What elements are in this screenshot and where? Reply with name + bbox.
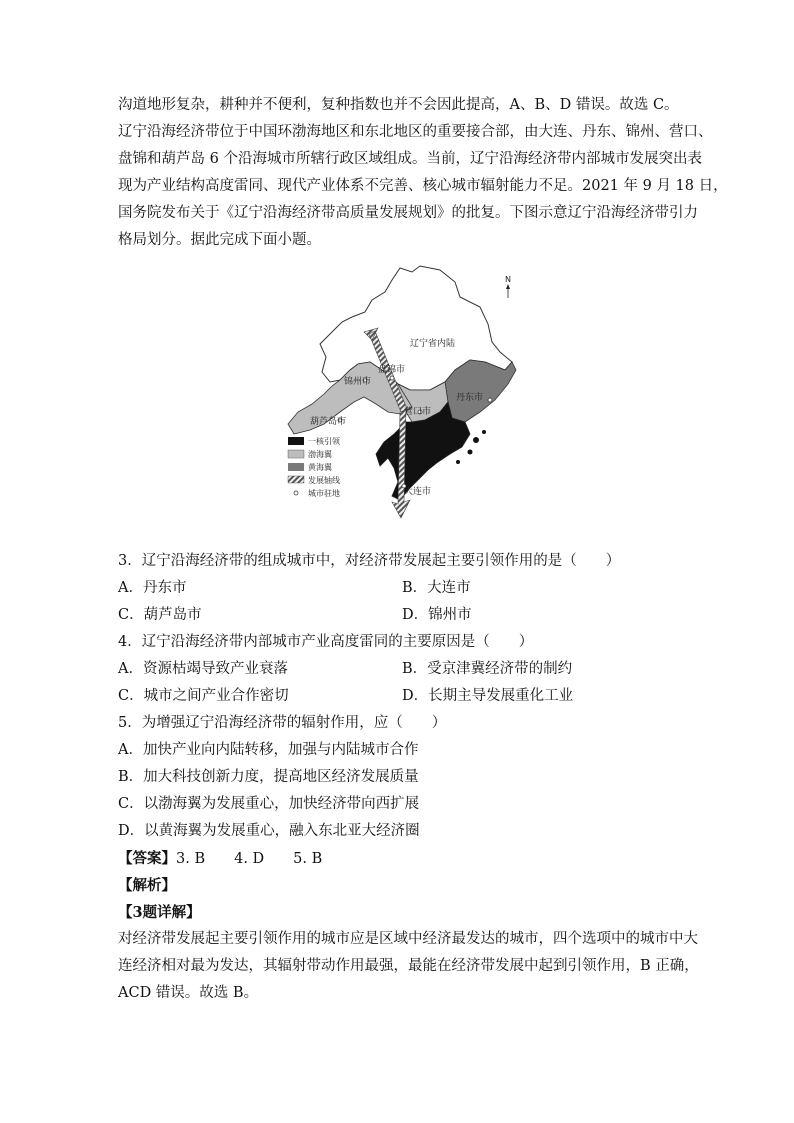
label-inland: 辽宁省内陆 <box>410 339 456 349</box>
north-arrow-icon <box>505 275 511 298</box>
legend-swatch-bohai <box>288 450 304 458</box>
label-huludao: 葫芦岛市 <box>310 417 347 427</box>
north-label: N <box>505 275 511 284</box>
legend-swatch-core <box>288 437 304 445</box>
label-dandong: 丹东市 <box>456 393 484 403</box>
q4-option-d: D．长期主导发展重化工业 <box>402 688 574 704</box>
legend-huanghai: 黄海翼 <box>308 463 332 472</box>
question-5-stem: 5．为增强辽宁沿海经济带的辐射作用，应（ ） <box>118 715 447 731</box>
legend-bohai: 渤海翼 <box>308 450 332 459</box>
intro-line-3: 盘锦和葫芦岛 6 个沿海城市所辖行政区域组成。当前，辽宁沿海经济带内部城市发展突出表 <box>118 151 702 167</box>
island-mark <box>473 437 479 443</box>
map-legend <box>288 436 341 498</box>
answer-values: 3. B 4. D 5. B <box>176 851 323 867</box>
analysis-sub-label: 【3题详解】 <box>118 904 201 921</box>
label-yingkou: 营口市 <box>404 407 432 417</box>
city-point-panjin <box>390 376 394 380</box>
q5-option-d: D．以黄海翼为发展重心，融入东北亚大经济圈 <box>118 823 420 839</box>
legend-core: 一核引领 <box>308 437 340 446</box>
question-3-stem: 3．辽宁沿海经济带的组成城市中，对经济带发展起主要引领作用的是（ ） <box>118 553 621 569</box>
legend-city: 城市驻地 <box>308 489 340 498</box>
q3-option-d: D．锦州市 <box>402 607 472 623</box>
q4-option-c: C．城市之间产业合作密切 <box>118 688 289 704</box>
legend-swatch-huanghai <box>288 463 304 471</box>
label-panjin: 盘锦市 <box>378 365 406 375</box>
intro-line-2: 辽宁沿海经济带位于中国环渤海地区和东北地区的重要接合部，由大连、丹东、锦州、营口、 <box>118 124 713 140</box>
q5-option-b: B．加大科技创新力度，提高地区经济发展质量 <box>118 769 419 785</box>
label-dalian: 大连市 <box>404 487 432 497</box>
intro-line-1: 沟道地形复杂，耕种并不便利，复种指数也并不会因此提高，A、B、D 错误。故选 C。 <box>118 97 679 113</box>
intro-line-6: 格局划分。据此完成下面小题。 <box>118 232 321 248</box>
q4-option-a: A．资源枯竭导致产业衰落 <box>118 661 288 677</box>
answer-label: 【答案】 <box>118 850 176 867</box>
island-mark <box>482 430 486 434</box>
answer-line <box>118 845 322 873</box>
analysis-line-2: 连经济相对最为发达，其辐射带动作用最强，最能在经济带发展中起到引领作用，B 正确， <box>118 958 699 974</box>
liaoning-map-figure <box>280 262 520 526</box>
question-4-stem: 4．辽宁沿海经济带内部城市产业高度雷同的主要原因是（ ） <box>118 634 534 650</box>
legend-swatch-axis <box>288 476 304 483</box>
q3-option-a: A．丹东市 <box>118 580 187 596</box>
label-jinzhou: 锦州市 <box>344 377 372 387</box>
intro-line-4: 现为产业结构高度雷同、现代产业体系不完善、核心城市辐射能力不足。2021 年 9 月 18 日， <box>118 178 728 194</box>
intro-line-5: 国务院发布关于《辽宁沿海经济带高质量发展规划》的批复。下图示意辽宁沿海经济带引力 <box>118 205 698 221</box>
island-mark <box>468 450 473 455</box>
q5-option-a: A．加快产业向内陆转移，加强与内陆城市合作 <box>118 742 419 758</box>
analysis-label: 【解析】 <box>118 877 176 894</box>
legend-swatch-city <box>294 491 298 495</box>
q3-option-b: B．大连市 <box>402 580 471 596</box>
analysis-line-3: ACD 错误。故选 B。 <box>118 985 259 1001</box>
city-point-dandong <box>488 398 492 402</box>
legend-axis: 发展轴线 <box>308 476 340 485</box>
q5-option-c: C．以渤海翼为发展重心，加快经济带向西扩展 <box>118 796 420 812</box>
dandong-region <box>445 360 516 422</box>
analysis-line-1: 对经济带发展起主要引领作用的城市应是区域中经济最发达的城市，四个选项中的城市中大 <box>118 931 698 947</box>
island-mark <box>456 460 460 464</box>
q3-option-c: C．葫芦岛市 <box>118 607 202 623</box>
q4-option-b: B．受京津冀经济带的制约 <box>402 661 573 677</box>
